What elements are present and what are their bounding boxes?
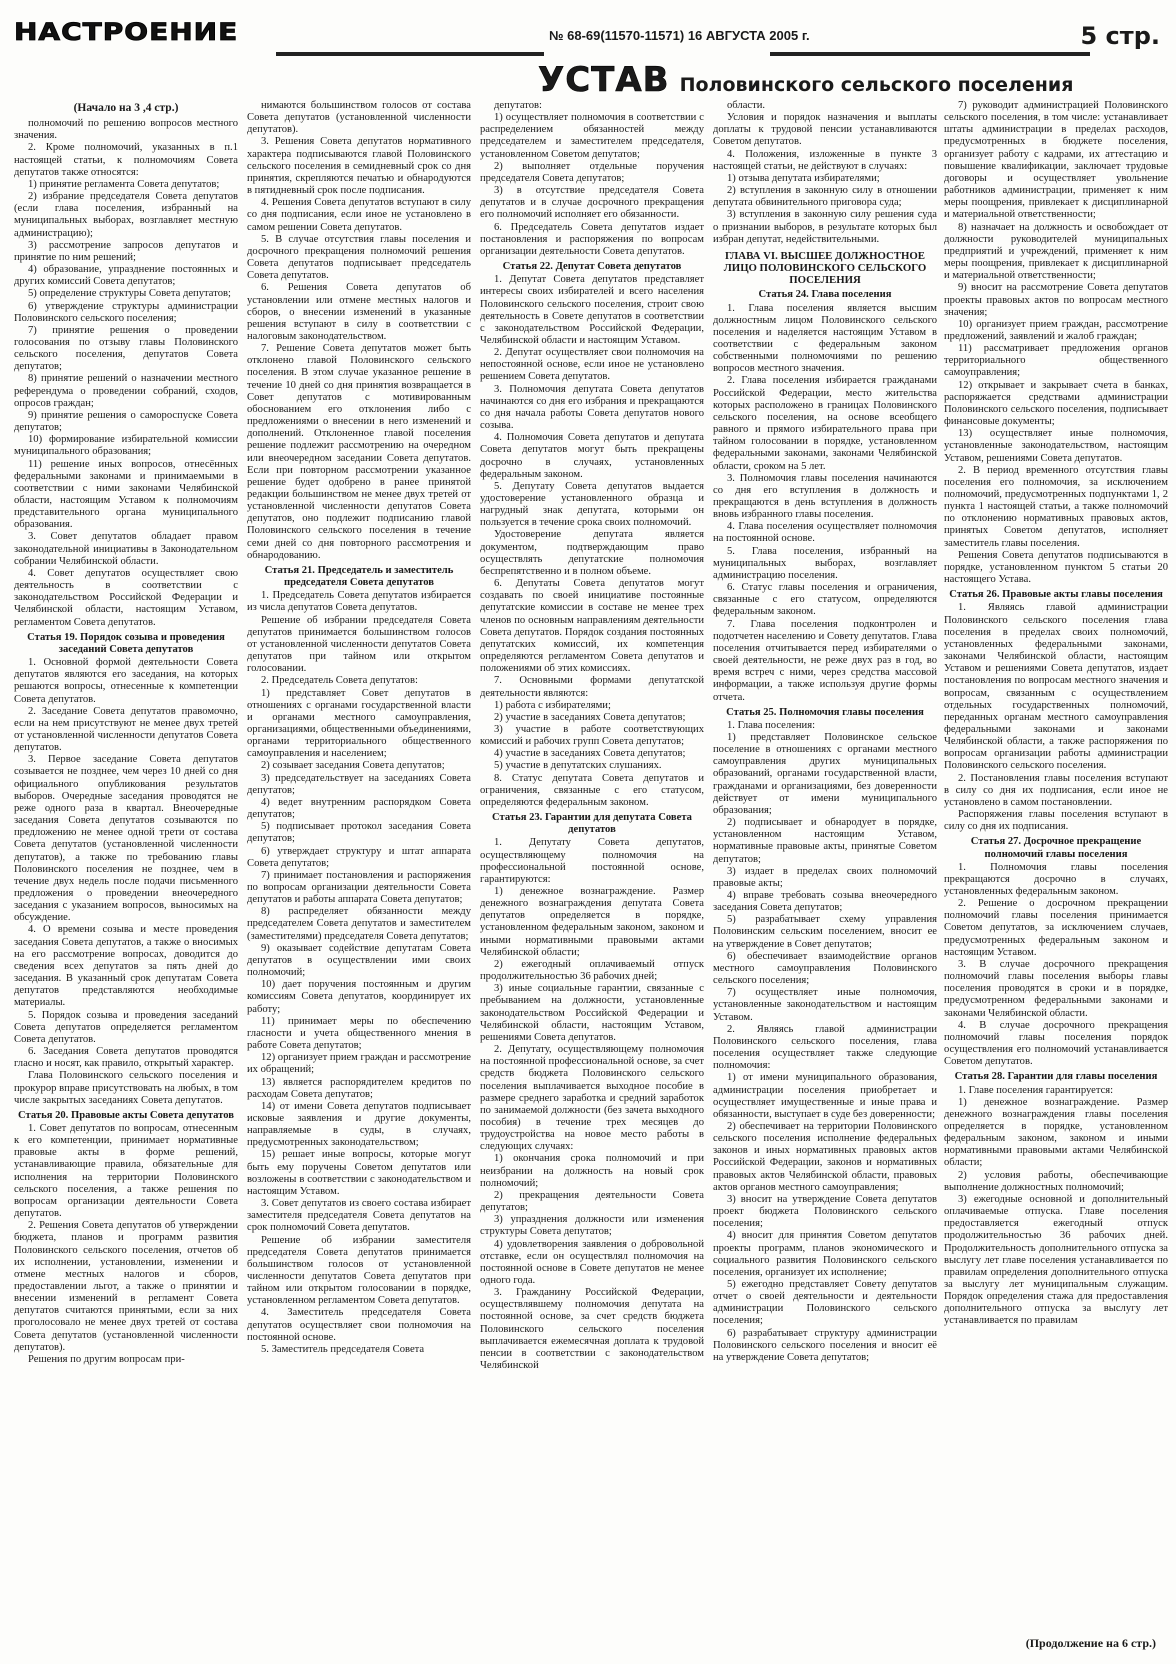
paragraph: 7. Решение Совета депутатов может быть отклонено главой Половинского сельского поселения. В этом случае указанное решение в течение 10 дней со дня принятия возвращается в Совет депутатов с мотивированным обоснованием его отклонения либо с предложениями о внесении в него изменений и дополнений. Отклоненное главой поселения решение подлежит рассмотрению на очередном или внеочередном заседании Совета депутатов. Если при повторном рассмотрении указанное решение будет одобрено в ранее принятой редакции большинством не менее двух третей от установленной численности депутатов Совета депутатов, оно подлежит подписанию главой Половинского сельского поселения в течение семи дней со дня повторного рассмотрения и обнародованию. — [247, 343, 471, 561]
paragraph: 7) принимает постановления и распоряжения по вопросам организации деятельности Совета депутатов и работы аппарата Совета депутатов; — [247, 869, 471, 906]
paragraph: 11) принимает меры по обеспечению гласности и учета общественного мнения в работе Совета депутатов; — [247, 1015, 471, 1052]
text-column-4 — [713, 100, 937, 1620]
paragraph: Глава Половинского сельского поселения и прокурор вправе присутствовать на любых, в том числе закрытых заседаниях Совета депутатов. — [14, 1070, 238, 1106]
continued-on-note: (Продолжение на 6 стр.) — [1025, 1636, 1156, 1650]
paragraph: 5. Депутату Совета депутатов выдается удостоверение установленного образца и нагрудный знак депутата, которыми он пользуется в течение срока своих полномочий. — [480, 480, 704, 529]
paragraph: 3) вносит на утверждение Совета депутатов проект бюджета Половинского сельского поселения; — [713, 1193, 937, 1230]
paragraph: 9) принятие решения о самороспуске Совета депутатов; — [14, 409, 238, 434]
paragraph: 2. Постановления главы поселения вступают в силу со дня их подписания, если иное не установлено в самом постановлении. — [944, 772, 1168, 808]
paragraph: 12) открывает и закрывает счета в банках, распоряжается средствами администрации Половинского сельского поселения, подписывает финансовые документы; — [944, 379, 1168, 428]
paragraph: 2) условия работы, обеспечивающие выполнение должностных полномочий; — [944, 1169, 1168, 1193]
paragraph: 6. Статус главы поселения и ограничения, связанные с его статусом, определяются федеральным законом. — [713, 582, 937, 618]
paragraph: 6. Решения Совета депутатов об установлении или отмене местных налогов и сборов, о внесении изменений в указанные решения вступают в силу в соответствии с налоговым законодательством. — [247, 282, 471, 342]
article-heading: Статья 28. Гарантии для главы поселения — [954, 1071, 1158, 1083]
article-heading: Статья 19. Порядок созыва и проведения заседаний Совета депутатов — [27, 631, 225, 655]
paragraph: 1) осуществляет полномочия в соответствии с распределением обязанностей между председателем и заместителем председателя, установленном Советом депутатов; — [480, 112, 704, 160]
article-title — [538, 60, 1163, 104]
paragraph: 7. Основными формами депутатской деятельности являются: — [480, 675, 704, 699]
paragraph: 10) формирование избирательной комиссии муниципального образования; — [14, 434, 238, 458]
paragraph: 5) разрабатывает схему управления Половинским сельским поселением, вносит ее на утверждение в Совет депутатов; — [713, 914, 937, 950]
paragraph: Распоряжения главы поселения вступают в силу со дня их подписания. — [944, 809, 1168, 833]
paragraph: 15) решает иные вопросы, которые могут быть ему поручены Советом депутатов или возложены в соответствии с законодательством и настоящим Уставом. — [247, 1149, 471, 1197]
paragraph: 4) вносит для принятия Советом депутатов проекты программ, планов экономического и социального развития Половинского сельского поселения, организует их исполнение; — [713, 1230, 937, 1278]
paragraph: 9) оказывает содействие депутатам Совета депутатов в осуществлении ими своих полномочий; — [247, 942, 471, 979]
paragraph: 6. Депутаты Совета депутатов могут создавать по своей инициативе постоянные депутатские комиссии в составе не менее трех членов по основным направлениям деятельности Совета депутатов. Порядок создания постоянных депутатских комиссий, их компетенция определяются регламентом Совета депутатов и положениями об этих комиссиях. — [480, 578, 704, 675]
paragraph: 1) отзыва депутата избирателями; — [727, 172, 880, 184]
paragraph: 3. Совет депутатов из своего состава избирает заместителя председателя Совета депутатов на срок полномочий Совета депутатов. — [247, 1198, 471, 1234]
continued-from-note: (Начало на 3 ,4 стр.) — [73, 102, 179, 114]
article-heading: Статья 21. Председатель и заместитель председателя Совета депутатов — [264, 564, 454, 589]
paragraph: 5. Порядок созыва и проведения заседаний Совета депутатов определяется регламентом Совета депутатов. — [14, 1009, 238, 1045]
paragraph: 3. Гражданину Российской Федерации, осуществлявшему полномочия депутата на постоянной основе, за счет средств бюджета Половинского сельского поселения выплачивается ежемесячная доплата к трудовой пенсии в соответствии с законодательством Челябинской — [480, 1287, 704, 1372]
paragraph: 1) денежное вознаграждение. Размер денежного вознаграждения депутата Совета депутатов определяется в порядке, установленном федеральным законом, законом и иными нормативными правовыми актами Челябинской области; — [480, 886, 704, 958]
paragraph: 2) вступления в законную силу в отношении депутата обвинительного приговора суда; — [713, 185, 937, 209]
paragraph: 8. Статус депутата Совета депутатов и ограничения, связанные с его статусом, определяются федеральным законом. — [480, 772, 704, 808]
paragraph: 3. В случае досрочного прекращения полномочий главы поселения выборы главы поселения проводятся в сроки и в порядке, предусмотренном федеральными законами и законами Челябинской области. — [944, 958, 1168, 1019]
paragraph: 2. Решение о досрочном прекращении полномочий главы поселения принимается Советом депутатов, за исключением случаев, предусмотренных федеральным законом и настоящим Уставом. — [944, 898, 1168, 958]
paragraph: 1. Депутату Совета депутатов, осуществляющему полномочия на профессиональной постоянной основе, гарантируются: — [480, 837, 704, 885]
paragraph: 1. Глава поселения является высшим должностным лицом Половинского сельского поселения и наделяется настоящим Уставом в соответствии с федеральным законом собственными полномочиями по решению вопросов местного значения. — [713, 302, 937, 375]
paragraph: 7) руководит администрацией Половинского сельского поселения, в том числе: устанавливает штаты администрации в пределах расходов, предусмотренных в бюджете поселения, организует работу с кадрами, их аттестацию и повышение квалификации, заключает трудовые договоры и осуществляет увольнение работников администрации, применяет к ним меры поощрения, привлекает к дисциплинарной и материальной ответственности; — [944, 100, 1168, 221]
paragraph: 12) организует прием граждан и рассмотрение их обращений; — [247, 1052, 471, 1076]
paragraph: 2. Являясь главой администрации Половинского сельского поселения, глава поселения осуществляет также следующие полномочия: — [713, 1023, 937, 1072]
paragraph: Условия и порядок назначения и выплаты доплаты к трудовой пенсии устанавливаются Советом депутатов. — [713, 112, 937, 148]
paragraph: 5. Заместитель председателя Совета — [261, 1343, 425, 1355]
paragraph: 4) вправе требовать созыва внеочередного заседания Совета депутатов; — [713, 890, 937, 914]
paragraph: 10) организует прием граждан, рассмотрение предложений, заявлений и жалоб граждан; — [944, 318, 1168, 342]
paragraph: 2) участие в заседаниях Совета депутатов; — [494, 711, 686, 723]
paragraph: 1) окончания срока полномочий и при неизбрании на должность на новый срок полномочий; — [480, 1153, 704, 1189]
article-heading: Статья 20. Правовые акты Совета депутатов — [18, 1109, 234, 1121]
paragraph: 3. Первое заседание Совета депутатов созывается не позднее, чем через 10 дней со дня официального опубликования результатов выборов. Очередные заседания проводятся не реже одного раза в квартал. Внеочередные заседания Совета депутатов созываются по предложению не менее одной трети от состава Совета депутатов (установленной численности депутатов), а также по требованию главы Половинского поселения не позднее, чем в течение двух недель после подачи письменного предложения о проведении внеочередного заседания с указанием вопросов, выносимых на обсуждение. — [14, 754, 238, 924]
title-subject: Половинского сельского поселения — [679, 74, 1074, 96]
paragraph: 4. Полномочия Совета депутатов и депутата Совета депутатов могут быть прекращены досрочно в случаях, установленных федеральным законом. — [480, 432, 704, 480]
paragraph: 5. Глава поселения, избранный на муниципальных выборах, возглавляет администрацию поселения. — [713, 545, 937, 581]
paragraph: 3) рассмотрение запросов депутатов и принятие по ним решений; — [14, 239, 238, 263]
paragraph: 4. В случае досрочного прекращения полномочий главы поселения порядок осуществления его полномочий устанавливается Советом депутатов. — [944, 1019, 1168, 1068]
masthead — [14, 14, 1164, 58]
paragraph: 4. Решения Совета депутатов вступают в силу со дня подписания, если иное не установлено в самом решении Совета депутатов. — [247, 197, 471, 233]
paragraph: 2) созывает заседания Совета депутатов; — [261, 760, 445, 772]
text-column-3 — [480, 100, 704, 1620]
paragraph: 3) ежегодные основной и дополнительный оплачиваемые отпуска. Главе поселения предоставляется ежегодный отпуск продолжительностью 36 рабочих дней. Продолжительность дополнительного отпуска за выслугу лет главе поселения устанавливается по правилам определения дополнительного отпуска за выслугу лет муниципальным служащим. Порядок определения стажа для предоставления дополнительного отпуска за выслугу лет устанавливается по правилам — [944, 1193, 1168, 1327]
article-heading: Статья 23. Гарантии для депутата Совета депутатов — [492, 812, 692, 836]
paragraph: 4) удовлетворения заявления о добровольной отставке, если он осуществлял полномочия на постоянной основе в Совете депутатов не менее одного года. — [480, 1238, 704, 1286]
paragraph: Решение об избрании заместителя председателя Совета депутатов принимается большинством голосов от установленной численности депутатов Совета депутатов при тайном или открытом голосовании в порядке, установленном регламентом Совета депутатов. — [247, 1234, 471, 1307]
paragraph: 2. Депутату, осуществляющему полномочия на постоянной профессиональной основе, за счет средств бюджета Половинского сельского поселения выплачивается выходное пособие в размере среднего заработка и средний заработок по занимаемой должности (без зачета выходного пособия) в течение трех месяцев до трудоустройства на новое место работы в следующих случаях: — [480, 1044, 704, 1153]
paragraph: 7. Глава поселения подконтролен и подотчетен населению и Совету депутатов. Глава поселения отчитывается перед избирателями о своей деятельности, не реже двух раз в год, во время встреч с ними, через средства массовой информации, а также используя другие формы отчета. — [713, 618, 937, 703]
paragraph: 11) рассматривает предложения органов территориального общественного самоуправления; — [944, 343, 1168, 379]
paragraph: 13) осуществляет иные полномочия, установленные законодательством, настоящим Уставом, решениями Совета депутатов. — [944, 428, 1168, 464]
paragraph: области. — [727, 100, 766, 111]
paragraph: 9) вносит на рассмотрение Совета депутатов проекты правовых актов по вопросам местного значения; — [944, 282, 1168, 318]
paragraph: 4) участие в заседаниях Совета депутатов; — [494, 748, 686, 760]
paragraph: 8) назначает на должность и освобождает от должности руководителей муниципальных предприятий и учреждений, применяет к ним меры поощрения, привлекает к дисциплинарной и материальной ответственности; — [944, 221, 1168, 282]
paragraph: 7) осуществляет иные полномочия, установленные законодательством и настоящим Уставом. — [713, 987, 937, 1023]
paragraph: 5) подписывает протокол заседания Совета депутатов; — [247, 821, 471, 845]
paragraph: 4) образование, упразднение постоянных и других комиссий Совета депутатов; — [14, 264, 238, 288]
paragraph: 2) подписывает и обнародует в порядке, установленном настоящим Уставом, нормативные правовые акты, принятые Советом депутатов; — [713, 817, 937, 865]
paragraph: 3. Совет депутатов обладает правом законодательной инициативы в Законодательном собрании Челябинской области. — [14, 531, 238, 567]
article-heading: Статья 24. Глава поселения — [758, 289, 892, 301]
text-column-1 — [14, 100, 238, 1620]
paragraph: 2. В период временного отсутствия главы поселения его полномочия, за исключением полномочий, предусмотренных подпунктами 1, 2 пункта 1 настоящей статьи, а также полномочий по отклонению нормативных правовых актов, принятых Советом депутатов, исполняет заместитель главы поселения. — [944, 464, 1168, 549]
paragraph: 5) участие в депутатских слушаниях. — [494, 760, 662, 772]
paragraph: 1) работа с избирателями; — [494, 699, 611, 711]
paragraph: 3) упразднения должности или изменения структуры Совета депутатов; — [480, 1214, 704, 1238]
issue-line: № 68-69(11570-11571) 16 АВГУСТА 2005 г. — [549, 28, 810, 43]
paragraph: 4. Глава поселения осуществляет полномочия на постоянной основе. — [713, 521, 937, 545]
text-column-5 — [944, 100, 1168, 1620]
page-number: 5 стр. — [1080, 22, 1160, 50]
paragraph: 2. Председатель Совета депутатов: — [261, 675, 418, 687]
paragraph: 4. Положения, изложенные в пункте 3 настоящей статьи, не действуют в случаях: — [713, 148, 937, 172]
paragraph: 1) принятие регламента Совета депутатов; — [28, 178, 220, 190]
paragraph: 1) представляет Половинское сельское поселение в отношениях с органами местного самоуправления других муниципальных образований, органами государственной власти, гражданами и организациями, без доверенности действует от имени муниципального образования; — [713, 731, 937, 816]
paragraph: 2. Кроме полномочий, указанных в п.1 настоящей статьи, к полномочиям Совета депутатов также относятся: — [14, 142, 238, 178]
paragraph: 4. Совет депутатов осуществляет свою деятельность в соответствии с законодательством Российской Федерации и Челябинской области, настоящим Уставом, регламентом Совета депутатов. — [14, 567, 238, 628]
paragraph: 14) от имени Совета депутатов подписывает исковые заявления и другие документы, направляемые в суды, в случаях, предусмотренных законодательством; — [247, 1100, 471, 1149]
paragraph: 1. Депутат Совета депутатов представляет интересы своих избирателей и всего населения Половинского сельского поселения, строит свою деятельность в Совете депутатов в соответствии с законодательством Российской Федерации, Челябинской области и настоящим Уставом. — [480, 274, 704, 346]
header-rule — [276, 52, 544, 56]
paragraph: 1. Глава поселения: — [727, 719, 816, 731]
paragraph: 3) председательствует на заседаниях Совета депутатов; — [247, 772, 471, 796]
paragraph: 4. Заместитель председателя Совета депутатов осуществляет свои полномочия на постоянной основе. — [247, 1307, 471, 1343]
paragraph: 10) дает поручения постоянным и другим комиссиям Совета депутатов, координирует их работу; — [247, 979, 471, 1015]
paragraph: 1. Являясь главой администрации Половинского сельского поселения глава поселения в пределах своих полномочий, установленных федеральными законами, законами Челябинской области, настоящим Уставом и решениями Совета депутатов, издает постановления по вопросам местного значения и вопросам, связанным с осуществлением отдельных государственных полномочий, переданных органам местного самоуправления федеральными законами и законами Челябинской области, а также распоряжения по вопросам организации работы администрации Половинского сельского поселения. — [944, 602, 1168, 772]
paragraph: 6) утверждает структуру и штат аппарата Совета депутатов; — [247, 845, 471, 869]
paragraph: 8) распределяет обязанности между председателем Совета депутатов и заместителем (заместителями) председателя Совета депутатов; — [247, 906, 471, 942]
paragraph: 1) от имени муниципального образования, администрации поселения приобретает и осуществляет имущественные и иные права и обязанности, выступает в суде без доверенности; — [713, 1072, 937, 1120]
paragraph: 1) представляет Совет депутатов в отношениях с органами государственной власти и органами местного самоуправления, организациями, общественными объединениями, органами территориального общественного самоуправления и населением; — [247, 687, 471, 760]
paragraph: 3) издает в пределах своих полномочий правовые акты; — [713, 865, 937, 889]
article-heading: Статья 22. Депутат Совета депутатов — [502, 261, 682, 273]
paragraph: 1. Совет депутатов по вопросам, отнесенным к его компетенции, принимает нормативные правовые акты в форме решений, устанавливающие правила, обязательные для исполнения на территории Половинского сельского поселения, а также решения по вопросам организации деятельности Совета депутатов. — [14, 1122, 238, 1220]
paragraph: 5) ежегодно представляет Совету депутатов отчет о своей деятельности и деятельности администрации Половинского сельского поселения; — [713, 1279, 937, 1327]
chapter-heading: ГЛАВА VI. ВЫСШЕЕ ДОЛЖНОСТНОЕ ЛИЦО ПОЛОВИНСКОГО СЕЛЬСКОГО ПОСЕЛЕНИЯ — [723, 249, 927, 287]
paragraph: 2) прекращения деятельности Совета депутатов; — [480, 1189, 704, 1214]
paragraph: 3. Полномочия депутата Совета депутатов начинаются со дня его избрания и прекращаются со дня начала работы Совета депутатов нового созыва. — [480, 383, 704, 432]
paragraph: 3) участие в работе соответствующих комиссий и рабочих групп Совета депутатов; — [480, 723, 704, 748]
paragraph: 5. В случае отсутствия главы поселения и досрочного прекращения полномочий решения Совета депутатов подписывает председатель Совета депутатов. — [247, 233, 471, 282]
paragraph: депутатов: — [494, 100, 542, 111]
paragraph: 1. Главе поселения гарантируется: — [958, 1084, 1114, 1096]
paragraph: нимаются большинством голосов от состава Совета депутатов (установленной численности депутатов). — [247, 100, 471, 136]
paragraph: 11) решение иных вопросов, отнесённых федеральными законами и принимаемыми в соответствии с ними законами Челябинской области, настоящим Уставом к полномочиям представительного органа муниципального образования. — [14, 458, 238, 531]
paragraph: 3) в отсутствие председателя Совета депутатов и в случае досрочного прекращения его полномочий исполняет его обязанности. — [480, 185, 704, 221]
paragraph: 4) ведет внутренним распорядком Совета депутатов; — [247, 796, 471, 821]
paragraph: 7) принятие решения о проведении голосования по отзыву главы Половинского сельского поселения, депутатов Совета депутатов; — [14, 324, 238, 373]
paragraph: 6. Заседания Совета депутатов проводятся гласно и носят, как правило, открытый характер. — [14, 1046, 238, 1070]
paragraph: полномочий по решению вопросов местного значения. — [14, 118, 238, 142]
paragraph: Удостоверение депутата является документом, подтверждающим право осуществлять депутатские полномочия беспрепятственно и в полном объеме. — [480, 529, 704, 577]
paragraph: 5) определение структуры Совета депутатов; — [28, 288, 231, 300]
paragraph: 2. Заседание Совета депутатов правомочно, если на нем присутствуют не менее двух третей от установленной численности депутатов Совета депутатов. — [14, 705, 238, 754]
article-heading: Статья 27. Досрочное прекращение полномочий главы поселения — [970, 836, 1142, 860]
paragraph: 2) выполняет отдельные поручения председателя Совета депутатов; — [480, 160, 704, 184]
text-column-2 — [247, 100, 471, 1620]
paragraph: 2. Депутат осуществляет свои полномочия на непостоянной основе, если иное не установлено решением Совета депутатов. — [480, 347, 704, 383]
paragraph: 13) является распорядителем кредитов по расходам Совета депутатов; — [247, 1076, 471, 1100]
paragraph: 2. Глава поселения избирается гражданами Российской Федерации, место жительства которых расположено в границах Половинского сельского поселения, на основе всеобщего равного и прямого избирательного права при тайном голосовании в порядке, установленном федеральными законами, законами Челябинской области, сроком на 5 лет. — [713, 375, 937, 472]
paragraph: 2) обеспечивает на территории Половинского сельского поселения исполнение федеральных законов и иных нормативных правовых актов Российской Федерации, законов и нормативных правовых актов Челябинской области, правовых актов органов местного самоуправления; — [713, 1120, 937, 1193]
paragraph: 1) денежное вознаграждение. Размер денежного вознаграждения главы поселения определяется в порядке, установленном федеральным законом, законом и иными нормативными правовыми актами Челябинской области; — [944, 1096, 1168, 1169]
paragraph: 6) разрабатывает структуру администрации Половинского сельского поселения и вносит её на утверждение Совета депутатов; — [713, 1327, 937, 1363]
paragraph: Решения по другим вопросам при- — [28, 1353, 185, 1365]
article-heading: Статья 26. Правовые акты главы поселения — [949, 589, 1163, 601]
paragraph: 3) вступления в законную силу решения суда о признании выборов, в результате которых был избран депутат, недействительными. — [713, 209, 937, 245]
paragraph: Решение об избрании председателя Совета депутатов принимается большинством голосов от установленной численности депутатов Совета депутатов при тайном или открытом голосовании. — [247, 614, 471, 675]
paragraph: 2. Решения Совета депутатов об утверждении бюджета, планов и программ развития Половинского сельского поселения, отчетов об их исполнении, установлении, изменении и отмене местных налогов и сборов, предоставлении льгот, а также о принятии и внесении изменений в регламент Совета депутатов считаются принятыми, если за них проголосовало не менее двух третей от состава Совета депутатов (установленной численности депутатов). — [14, 1220, 238, 1353]
article-heading: Статья 25. Полномочия главы поселения — [726, 706, 924, 718]
paragraph: 6) обеспечивает взаимодействие органов местного самоуправления Половинского сельского поселения; — [713, 950, 937, 987]
paragraph: 6. Председатель Совета депутатов издает постановления и распоряжения по вопросам организации деятельности Совета депутатов. — [480, 221, 704, 257]
paragraph: 1. Полномочия главы поселения прекращаются досрочно в случаях, установленных федеральным законом. — [944, 861, 1168, 897]
paragraph: 3) иные социальные гарантии, связанные с пребыванием на должности, установленные законодательством Российской Федерации и Челябинской области, настоящим Уставом, решениями Совета депутатов. — [480, 983, 704, 1043]
paragraph: 4. О времени созыва и месте проведения заседания Совета депутатов, а также о вносимых на его рассмотрение вопросах, доводится до сведения всех депутатов за пять дней до заседания. В указанный срок депутатам Совета депутатов представляются необходимые материалы. — [14, 924, 238, 1009]
paragraph: 3. Полномочия главы поселения начинаются со дня его вступления в должность и прекращаются в день вступления в должность вновь избранного главы поселения. — [713, 472, 937, 521]
paragraph: 2) ежегодный оплачиваемый отпуск продолжительностью 36 рабочих дней; — [480, 958, 704, 983]
paragraph: 1. Основной формой деятельности Совета депутатов являются его заседания, на которых решаются вопросы, отнесенные к компетенции Совета депутатов. — [14, 657, 238, 705]
paragraph: 6) утверждение структуры администрации Половинского сельского поселения; — [14, 300, 238, 324]
paragraph: 3. Решения Совета депутатов нормативного характера подписываются главой Половинского сельского поселения в семидневный срок со дня принятия, скрепляются печатью и обнародуются в пятидневный срок после подписания. — [247, 136, 471, 197]
header-rule — [770, 52, 1090, 56]
paragraph: 1. Председатель Совета депутатов избирается из числа депутатов Совета депутатов. — [247, 590, 471, 614]
newspaper-name: НАСТРОЕНИЕ — [14, 18, 239, 47]
paragraph: 2) избрание председателя Совета депутатов (если глава поселения, избранный на муниципальных выборах, возглавляет местную администрацию); — [14, 191, 238, 239]
title-word: УСТАВ — [538, 60, 670, 100]
paragraph: 8) принятие решений о назначении местного референдума о проведении собраний, сходов, опросов граждан; — [14, 373, 238, 409]
paragraph: Решения Совета депутатов подписываются в порядке, установленном пунктом 5 статьи 20 настоящего Устава. — [944, 549, 1168, 586]
